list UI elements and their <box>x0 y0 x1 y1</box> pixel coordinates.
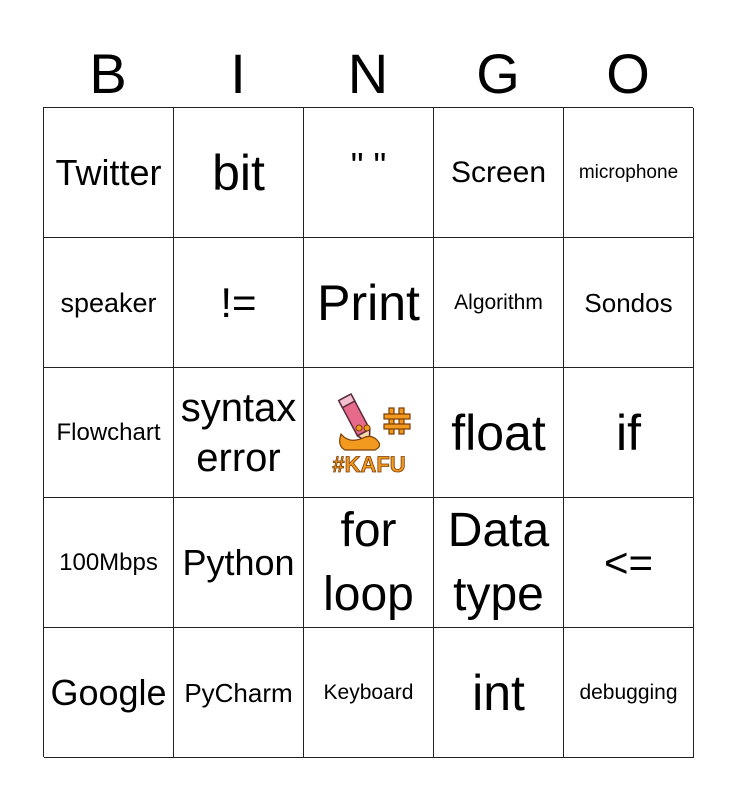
cell-text: Python <box>182 541 295 583</box>
free-space-cell[interactable] <box>304 368 434 498</box>
cell-text: bit <box>212 144 265 201</box>
cell-text: Screen <box>450 155 547 189</box>
bingo-cell[interactable] <box>174 368 304 498</box>
bingo-cell[interactable] <box>434 238 564 368</box>
bingo-cell[interactable] <box>174 628 304 758</box>
cell-text: " " <box>350 144 387 186</box>
cell-text: debugging <box>579 680 678 704</box>
cell-text: microphone <box>578 161 679 183</box>
header-letter-i: I <box>230 42 246 105</box>
bingo-header <box>43 40 693 108</box>
cell-text: Flowchart <box>56 418 161 446</box>
logo-bottom-text: #KAFU <box>331 451 406 477</box>
bingo-cell[interactable] <box>174 108 304 238</box>
bingo-cell[interactable] <box>304 238 434 368</box>
bingo-cell[interactable] <box>44 108 174 238</box>
bingo-cell[interactable] <box>564 368 694 498</box>
bingo-cell[interactable] <box>304 628 434 758</box>
cell-text: <= <box>603 538 654 586</box>
bingo-cell[interactable] <box>564 498 694 628</box>
cell-text: float <box>451 404 546 461</box>
bingo-cell[interactable] <box>174 498 304 628</box>
kafu-logo-icon <box>319 388 419 478</box>
cell-text: Google <box>50 671 167 713</box>
cell-text: speaker <box>60 287 157 318</box>
header-letter-g: G <box>476 42 520 105</box>
cell-text: syntax error <box>180 385 297 480</box>
bingo-cell[interactable] <box>564 628 694 758</box>
cell-text: Keyboard <box>323 680 414 704</box>
bingo-cell[interactable] <box>174 238 304 368</box>
cell-text: Print <box>317 274 420 331</box>
cell-text: != <box>220 278 257 326</box>
bingo-cell[interactable] <box>44 628 174 758</box>
header-letter-o: O <box>606 42 650 105</box>
cell-text: int <box>472 664 525 721</box>
cell-text: if <box>616 404 641 461</box>
bingo-cell[interactable] <box>434 108 564 238</box>
bingo-cell[interactable] <box>44 368 174 498</box>
bingo-cell[interactable] <box>304 108 434 238</box>
bingo-cell[interactable] <box>564 238 694 368</box>
bingo-grid <box>43 107 693 757</box>
bingo-cell[interactable] <box>44 238 174 368</box>
header-letter-b: B <box>89 42 127 105</box>
bingo-cell[interactable] <box>434 368 564 498</box>
bingo-cell[interactable] <box>564 108 694 238</box>
cell-text: PyCharm <box>184 677 293 708</box>
bingo-cell[interactable] <box>304 498 434 628</box>
cell-text: for loop <box>323 503 414 621</box>
cell-text: Sondos <box>584 287 673 318</box>
bingo-cell[interactable] <box>44 498 174 628</box>
header-letter-n: N <box>347 42 389 105</box>
cell-text: 100Mbps <box>59 548 158 576</box>
bingo-cell[interactable] <box>434 498 564 628</box>
cell-text: Algorithm <box>454 290 543 314</box>
cell-text: Data type <box>447 503 550 621</box>
cell-text: Twitter <box>55 151 162 193</box>
bingo-cell[interactable] <box>434 628 564 758</box>
